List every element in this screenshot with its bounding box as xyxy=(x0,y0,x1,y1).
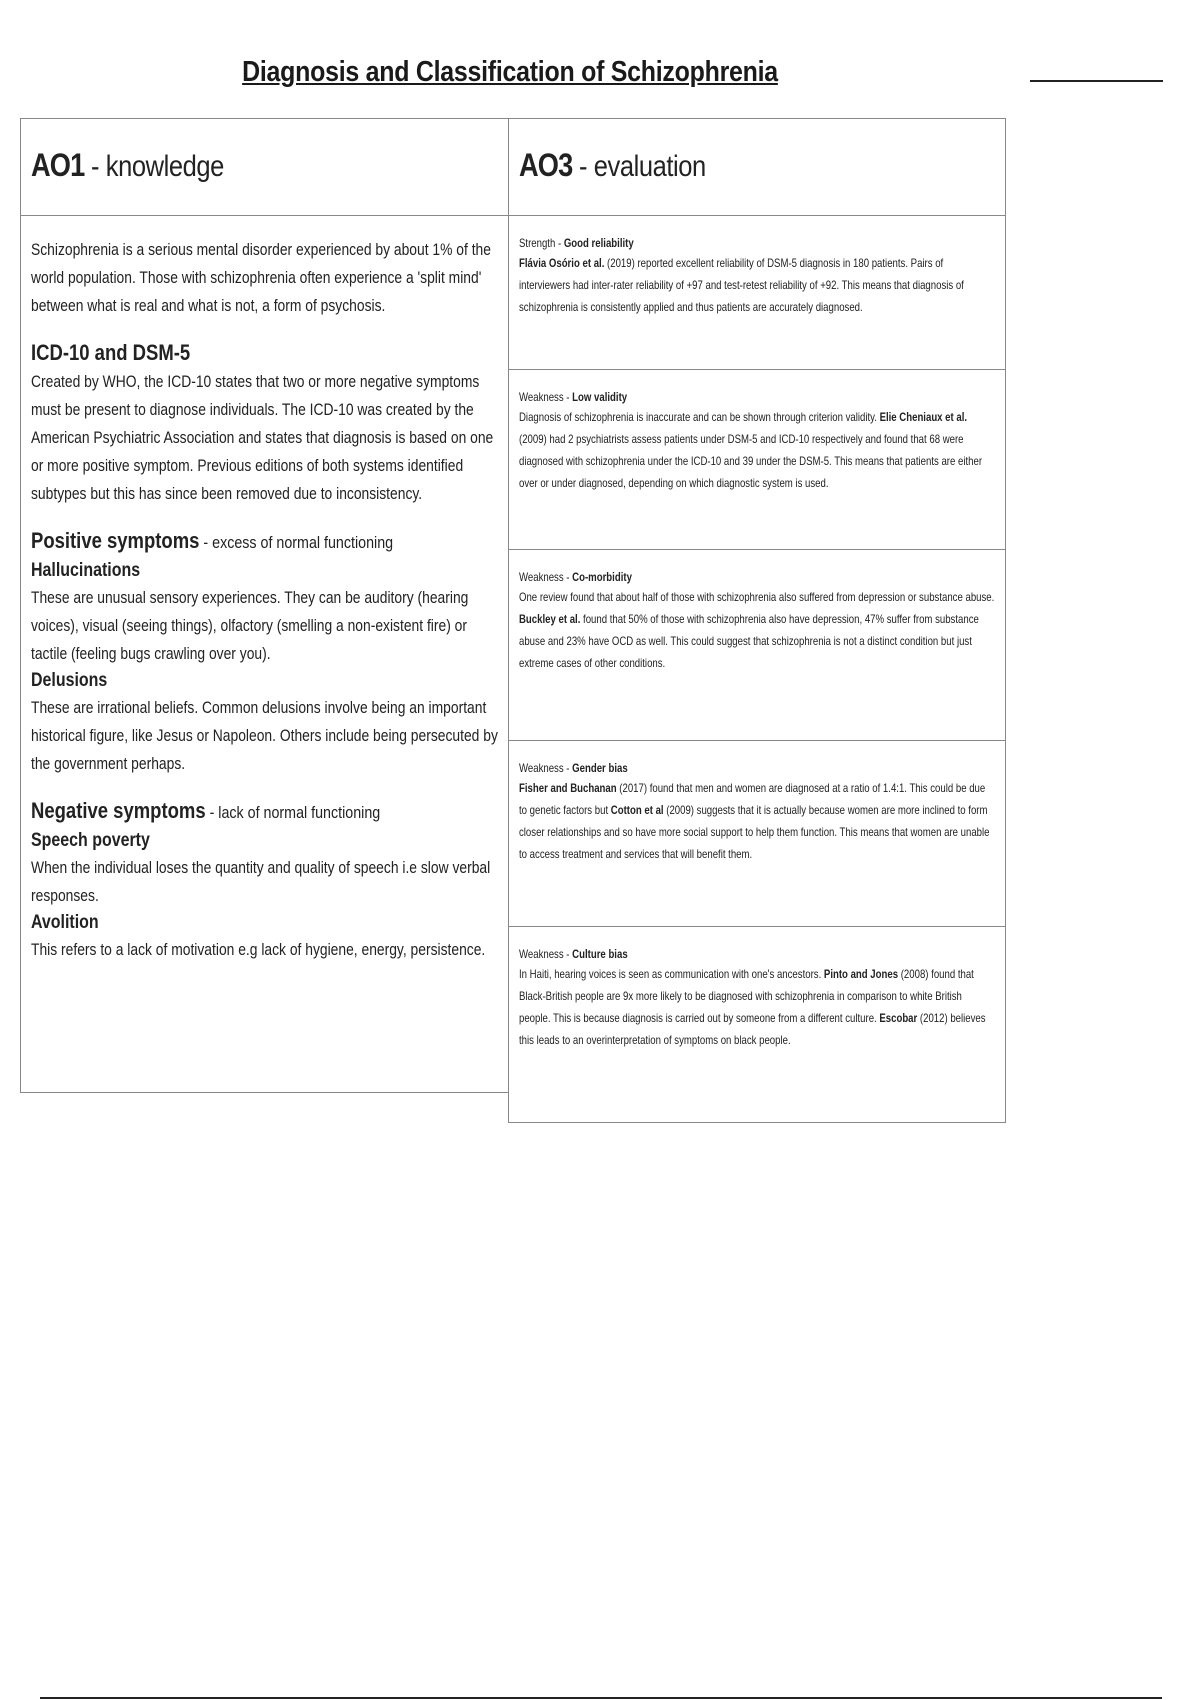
point-type: Strength - xyxy=(519,236,564,250)
ao3-header-code: AO3 xyxy=(519,147,573,183)
point-text xyxy=(519,586,995,674)
point-body: One review found that about half of those with schizophrenia also suffered from depression or substance abuse. xyxy=(519,590,995,604)
positive-subtitle: - excess of normal functioning xyxy=(199,533,394,552)
point-type: Weakness - xyxy=(519,761,573,775)
ao3-point-gender-bias xyxy=(508,740,1006,928)
icd-text: Created by WHO, the ICD-10 states that two or more negative symptoms must be present to diagnose individuals. The ICD-10 was created by the American Psychiatric Association and states that diagnosis is based on one or more positive symptom. Previous editions of both systems identified subtypes but this has since been removed due to inconsistency. xyxy=(31,373,494,503)
hallucinations-heading: Hallucinations xyxy=(31,560,141,581)
point-name: Gender bias xyxy=(572,761,628,775)
point-body: In Haiti, hearing voices is seen as communication with one's ancestors. xyxy=(519,967,824,981)
ao3-header-cell xyxy=(508,118,1006,217)
intro-text: Schizophrenia is a serious mental disorder experienced by about 1% of the world population. Those with schizophrenia often experience a 'split mind' between what is real and what is not, a form of psychosis. xyxy=(31,241,491,315)
avolition-text: This refers to a lack of motivation e.g lack of hygiene, energy, persistence. xyxy=(31,941,486,959)
ao3-point-culture-bias xyxy=(508,926,1006,1123)
top-rule xyxy=(1030,80,1163,82)
speech-heading: Speech poverty xyxy=(31,830,150,851)
point-body: (2019) reported excellent reliability of DSM-5 diagnosis in 180 patients. Pairs of interviewers had inter-rater reliability of +97 and test-retest reliability of +92. This means that diagnosis of schizophrenia is consistently applied and thus patients are accurately diagnosed. xyxy=(519,256,964,314)
point-body: Diagnosis of schizophrenia is inaccurate and can be shown through criterion validity. xyxy=(519,410,880,424)
negative-subtitle: - lack of normal functioning xyxy=(205,803,381,822)
point-text xyxy=(519,777,995,865)
point-name: Culture bias xyxy=(572,947,628,961)
point-body: (2012) believes this leads to an overinterpretation of symptoms on black people. xyxy=(519,1011,986,1047)
speech-text: When the individual loses the quantity and quality of speech i.e slow verbal responses. xyxy=(31,859,491,905)
point-author: Buckley et al. xyxy=(519,612,581,626)
point-body: found that 50% of those with schizophrenia also have depression, 47% suffer from substance abuse and 23% have OCD as well. This could suggest that schizophrenia is not a distinct condition but just extreme cases of other conditions. xyxy=(519,612,979,670)
point-type: Weakness - xyxy=(519,570,573,584)
delusions-heading: Delusions xyxy=(31,670,108,691)
hallucinations-text: These are unusual sensory experiences. They can be auditory (hearing voices), visual (seeing things), olfactory (smelling a non-existent fire) or tactile (feeling bugs crawling over you). xyxy=(31,589,469,663)
point-label xyxy=(519,568,995,586)
point-text xyxy=(519,252,995,318)
point-text xyxy=(519,406,995,494)
point-author: Escobar xyxy=(879,1011,918,1025)
icd-heading: ICD-10 and DSM-5 xyxy=(31,340,191,365)
ao1-header-label: - knowledge xyxy=(84,150,224,183)
point-type: Weakness - xyxy=(519,947,573,961)
negative-title: Negative symptoms xyxy=(31,798,206,823)
delusions-text: These are irrational beliefs. Common delusions involve being an important historical figure, like Jesus or Napoleon. Others include being persecuted by the government perhaps. xyxy=(31,699,498,773)
point-name: Good reliability xyxy=(563,236,634,250)
ao3-header-label: - evaluation xyxy=(572,150,706,183)
document-title: Diagnosis and Classification of Schizophrenia xyxy=(242,56,778,88)
point-label xyxy=(519,945,995,963)
negative-heading xyxy=(31,796,499,828)
ao1-body-cell xyxy=(20,215,510,1093)
point-text xyxy=(519,963,995,1051)
point-author: Flávia Osório et al. xyxy=(519,256,605,270)
point-label xyxy=(519,759,995,777)
point-label xyxy=(519,234,995,252)
point-author: Elie Cheniaux et al. xyxy=(879,410,968,424)
point-type: Weakness - xyxy=(519,390,573,404)
point-label xyxy=(519,388,995,406)
point-name: Co-morbidity xyxy=(572,570,632,584)
ao3-point-reliability xyxy=(508,215,1006,371)
ao1-header-cell xyxy=(20,118,510,217)
point-body: (2009) suggests that it is actually because women are more inclined to form closer relationships and so have more social support to help them function. This means that women are unable to access treatment and services that will benefit them. xyxy=(519,803,990,861)
point-author: Pinto and Jones xyxy=(823,967,899,981)
point-body: (2008) found that Black-British people are 9x more likely to be diagnosed with schizophrenia in comparison to white British people. This is because diagnosis is carried out by someone from a different culture. xyxy=(519,967,974,1025)
point-body: (2009) had 2 psychiatrists assess patients under DSM-5 and ICD-10 respectively and found that 68 were diagnosed with schizophrenia under the ICD-10 and 39 under the DSM-5. This means that patients are either over or under diagnosed, depending on which diagnostic system is used. xyxy=(519,432,983,490)
ao1-header xyxy=(31,147,437,184)
positive-heading xyxy=(31,526,499,558)
point-name: Low validity xyxy=(572,390,628,404)
positive-title: Positive symptoms xyxy=(31,528,200,553)
ao3-point-comorbidity xyxy=(508,549,1006,742)
point-author: Cotton et al xyxy=(610,803,664,817)
ao3-header xyxy=(519,147,932,184)
avolition-heading: Avolition xyxy=(31,912,99,933)
ao1-header-code: AO1 xyxy=(31,147,85,183)
point-body: (2017) found that men and women are diagnosed at a ratio of 1.4:1. This could be due to genetic factors but xyxy=(519,781,986,817)
ao3-point-validity xyxy=(508,369,1006,551)
bottom-rule xyxy=(40,1697,1162,1699)
point-author: Fisher and Buchanan xyxy=(519,781,617,795)
